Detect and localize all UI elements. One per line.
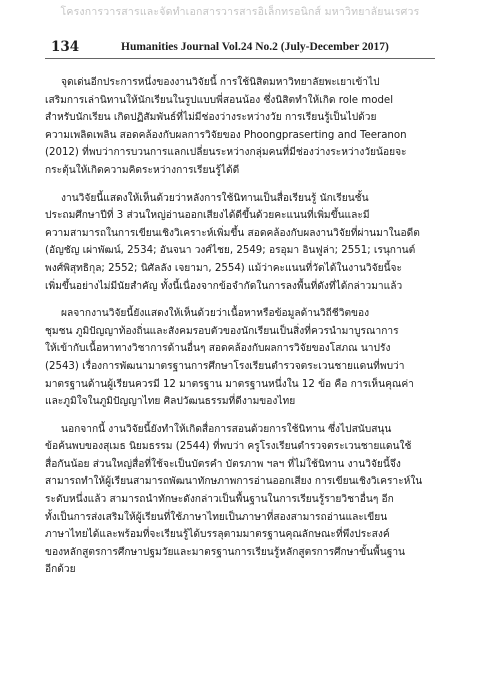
text-line: ภาษาไทยได้และพร้อมที่จะเรียนรู้ได้บรรลุตามมาตรฐานคุณลักษณะที่พึงประสงค์ [45, 529, 390, 541]
text-line: มาตรฐานด้านผู้เรียนควรมี 12 มาตรฐาน มาตรฐานหนึ่งใน 12 ข้อ คือ การเห็นคุณค่า [45, 378, 414, 390]
text-line: ความสามารถในการเขียนเชิงวิเคราะห์เพิ่มขึ้น สอดคล้องกับผลงานวิจัยที่ผ่านมาในอดีต [45, 227, 420, 239]
text-line: ความเพลิดเพลิน สอดคล้องกับผลการวิจัยของ Phoongpraserting and Teeranon [45, 129, 407, 141]
text-line: เพิ่มขึ้นอย่างไม่มีนัยสำคัญ ทั้งนี้เนื่องจากข้อจำกัดในการลงพื้นที่ดังที่ได้กล่าวมาแล้ว [45, 280, 403, 292]
text-line: ให้เข้ากับเนื้อหาทางวิชาการด้านอื่นๆ สอดคล้องกับผลการวิจัยของโสภณ นาปรัง [45, 343, 391, 355]
page-header [45, 36, 435, 59]
text-line: ของหลักสูตรการศึกษาปฐมวัยและมาตรฐานการเรียนรู้หลักสูตรการศึกษาขั้นพื้นฐาน [45, 546, 406, 558]
watermark-text: โครงการวารสารและจัดทำเอกสารวารสารอิเล็กทรอนิกส์ มหาวิทยาลัยนเรศวร [60, 6, 420, 18]
page-number: 134 [51, 39, 80, 55]
text-line: สื่อกันน้อย ส่วนใหญ่สื่อที่ใช้จะเป็นบัตรคำ บัตรภาพ ฯลฯ ที่ไม่ใช้นิทาน งานวิจัยนี้จึง [45, 458, 401, 470]
text-line: ชุมชน ภูมิปัญญาท้องถิ่นและสังคมรอบตัวของนักเรียนเป็นสิ่งที่ควรนำมาบูรณาการ [45, 325, 399, 337]
text-line: ทั้งเป็นการส่งเสริมให้ผู้เรียนที่ใช้ภาษาไทยเป็นภาษาที่สองสามารถอ่านและเขียน [45, 511, 388, 523]
text-line: จุดเด่นอีกประการหนึ่งของงานวิจัยนี้ การใช้นิสิตมหาวิทยาลัยพะเยาเข้าไป [61, 77, 380, 88]
text-line: พงศ์พิสุทธิกุล; 2552; นิศัลลัง เจยามา, 2554) แม้ว่าคะแนนที่วัดได้ในงานวิจัยนี้จะ [45, 262, 402, 274]
journal-title: Humanities Journal Vol.24 No.2 (July-December 2017) [121, 41, 389, 53]
text-line: สำหรับนักเรียน เกิดปฏิสัมพันธ์ที่ไม่มีช่องว่างระหว่างวัย การเรียนรู้เป็นไปด้วย [45, 112, 377, 124]
text-line: สามารถทำให้ผู้เรียนสามารถพัฒนาทักษภาพการอ่านออกเสียง การเขียนเชิงวิเคราะห์ใน [45, 476, 423, 488]
text-line: ประถมศึกษาปีที่ 3 ส่วนใหญ่อ่านออกเสียงได้ดีขึ้นด้วยคะแนนที่เพิ่มขึ้นและมี [45, 210, 370, 222]
text-line: ข้อค้นพบของสุเมธ นิยมธรรม (2544) ที่พบว่า ครูโรงเรียนตำรวจตระเวนชายแดนใช้ [45, 441, 412, 453]
text-line: และภูมิใจในภูมิปัญญาไทย ศิลปวัฒนธรรมที่ดีงามของไทย [45, 396, 296, 408]
paragraph [45, 305, 435, 411]
text-line: งานวิจัยนี้แสดงให้เห็นด้วยว่าหลังการใช้นิทานเป็นสื่อเรียนรู้ นักเรียนชั้น [61, 192, 369, 204]
text-line: (2543) เรื่องการพัฒนามาตรฐานการศึกษาโรงเรียนตำรวจตระเวนชายแดนที่พบว่า [45, 360, 405, 372]
text-line: ผลจากงานวิจัยนี้ยังแสดงให้เห็นด้วยว่าเนื้อหาหรือข้อมูลด้านวิถีชีวิตของ [61, 308, 370, 320]
text-line: อีกด้วย [45, 564, 76, 576]
text-line: (อัญชัญ เผ่าพัฒน์, 2534; อันจนา วงศ์ไชย, 2549; อรอุมา อินฟูล่า; 2551; เรนุกานต์ [45, 245, 416, 257]
paragraph [45, 190, 435, 296]
paragraph [45, 421, 435, 579]
text-line: กระตุ้นให้เกิดความคิดระหว่างการเรียนรู้ได้ดี [45, 164, 240, 176]
article-body [45, 74, 435, 589]
text-line: ระดับหนึ่งแล้ว สามารถนำทักษะดังกล่าวเป็นพื้นฐานในการเรียนรู้รายวิชาอื่นๆ อีก [45, 494, 394, 506]
text-line: เสริมการเล่านิทานให้นักเรียนในรูปแบบพี่สอนน้อง ซึ่งนิสิตทำให้เกิด role model [45, 94, 394, 106]
paragraph [45, 74, 435, 180]
text-line: นอกจากนี้ งานวิจัยนี้ยังทำให้เกิดสื่อการสอนด้วยการใช้นิทาน ซึ่งไปสนับสนุน [61, 423, 392, 435]
text-line: (2012) ที่พบว่าการบวนการแลกเปลี่ยนระหว่างกลุ่มคนที่มีช่องว่างระหว่างวัยน้อยจะ [45, 147, 407, 159]
